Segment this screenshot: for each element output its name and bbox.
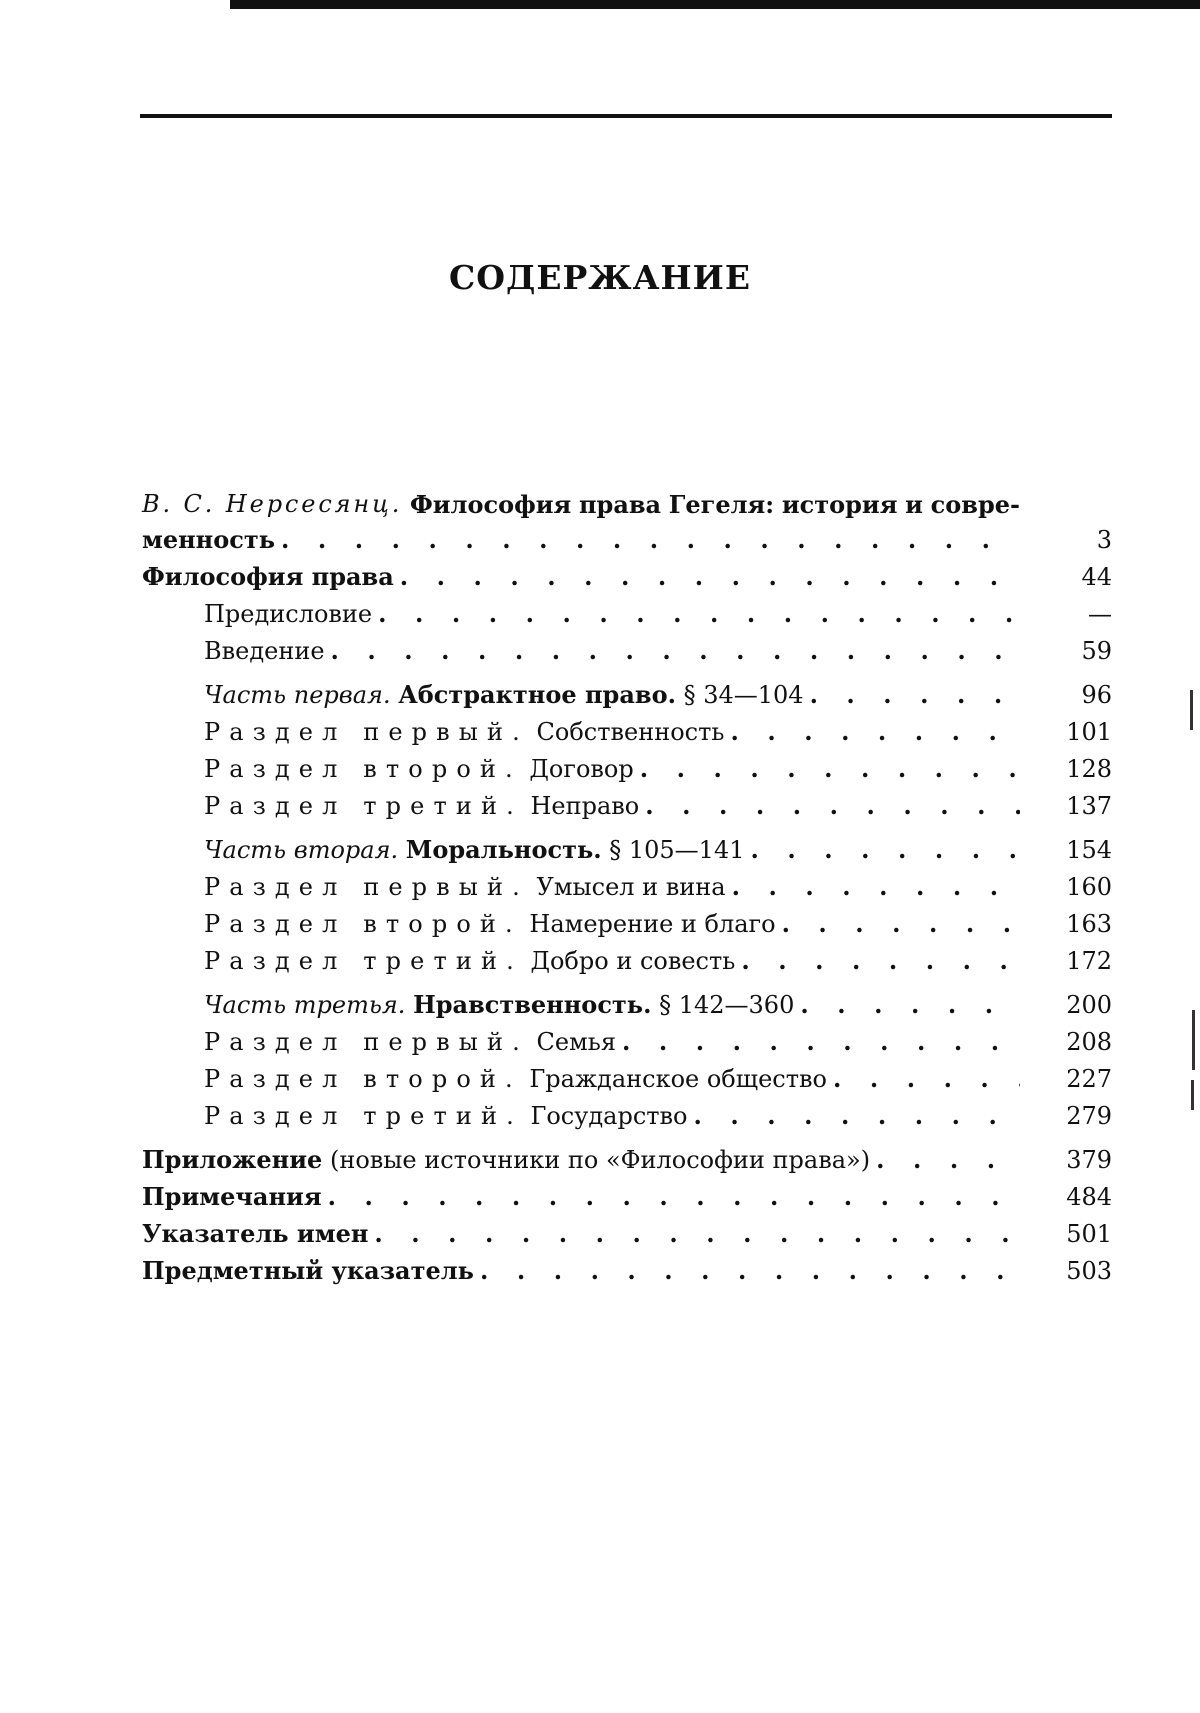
toc-entry-introduction[interactable] bbox=[142, 632, 1112, 669]
toc-page-number: 200 bbox=[1066, 991, 1112, 1019]
toc-page-number: 44 bbox=[1081, 563, 1112, 591]
toc-entry-part-1[interactable] bbox=[142, 676, 1112, 713]
toc-intro-author: В. С. Нерсесянц. bbox=[142, 490, 403, 518]
toc-page-number: 160 bbox=[1066, 873, 1112, 901]
leader-dots bbox=[400, 558, 1020, 596]
toc-label: Раздел первый. Семья bbox=[204, 1028, 616, 1056]
toc-label: Раздел второй. Гражданское общество bbox=[204, 1065, 827, 1093]
leader-dots bbox=[732, 868, 1020, 906]
toc-label: Раздел третий. Государство bbox=[204, 1102, 688, 1130]
toc-page-number: 208 bbox=[1066, 1028, 1112, 1056]
leader-dots bbox=[480, 1252, 1020, 1290]
toc-label: Философия права bbox=[142, 562, 394, 591]
toc-intro-word: и bbox=[905, 490, 923, 519]
leader-dots bbox=[741, 942, 1020, 980]
toc-label: Раздел третий. Неправо bbox=[204, 792, 640, 820]
toc-label: Предметный указатель bbox=[142, 1256, 474, 1285]
toc-label: Часть вторая. Моральность. § 105—141 bbox=[204, 835, 745, 864]
toc-label: Указатель имен bbox=[142, 1219, 369, 1248]
page-top-edge bbox=[230, 0, 1200, 9]
leader-dots bbox=[782, 905, 1020, 943]
toc-entry-appendix[interactable] bbox=[142, 1141, 1112, 1178]
toc-entry-philosophy-of-law[interactable] bbox=[142, 558, 1112, 595]
toc-entry-part-2-section-2[interactable] bbox=[142, 905, 1112, 942]
toc-entry-part-1-section-3[interactable] bbox=[142, 787, 1112, 824]
toc-page-number: 154 bbox=[1066, 836, 1112, 864]
toc-entry-part-1-section-1[interactable] bbox=[142, 713, 1112, 750]
toc-label: Раздел первый. Собственность bbox=[204, 718, 725, 746]
leader-dots bbox=[645, 787, 1020, 825]
toc-entry-part-3-section-2[interactable] bbox=[142, 1060, 1112, 1097]
toc-page-number: 501 bbox=[1066, 1220, 1112, 1248]
leader-dots bbox=[750, 831, 1020, 869]
toc-entry-part-1-section-2[interactable] bbox=[142, 750, 1112, 787]
toc-label: менность bbox=[142, 525, 276, 554]
toc-intro-word: Философия bbox=[409, 490, 572, 519]
toc-entry-part-3[interactable] bbox=[142, 986, 1112, 1023]
toc-label: Введение bbox=[204, 637, 325, 665]
scan-speck bbox=[1190, 690, 1193, 730]
toc-entry-preface[interactable] bbox=[142, 595, 1112, 632]
toc-page-number: 163 bbox=[1066, 910, 1112, 938]
leader-dots bbox=[876, 1141, 1020, 1179]
leader-dots bbox=[694, 1097, 1021, 1135]
toc-page-number: 484 bbox=[1066, 1183, 1112, 1211]
toc-label: Раздел первый. Умысел и вина bbox=[204, 873, 726, 901]
toc-entry-notes[interactable] bbox=[142, 1178, 1112, 1215]
toc-page-number: 172 bbox=[1066, 947, 1112, 975]
toc-entry-part-2[interactable] bbox=[142, 831, 1112, 868]
scan-speck bbox=[1191, 1080, 1194, 1110]
toc-entry-intro[interactable] bbox=[142, 488, 1112, 521]
scan-speck bbox=[1192, 1010, 1195, 1070]
header-rule bbox=[140, 114, 1112, 118]
leader-dots bbox=[800, 986, 1020, 1024]
toc-intro-word: Гегеля: bbox=[668, 490, 775, 519]
leader-dots bbox=[281, 521, 1020, 559]
leader-dots bbox=[833, 1060, 1020, 1098]
toc-page-number: 59 bbox=[1081, 637, 1112, 665]
toc-page-number: 503 bbox=[1066, 1257, 1112, 1285]
toc-label: Предисловие bbox=[204, 600, 373, 628]
table-of-contents bbox=[142, 488, 1112, 1289]
toc-page-number: 128 bbox=[1066, 755, 1112, 783]
toc-entry-part-2-section-3[interactable] bbox=[142, 942, 1112, 979]
toc-intro-word: права bbox=[578, 490, 662, 519]
toc-label: Часть первая. Абстрактное право. § 34—104 bbox=[204, 680, 804, 709]
toc-page-number: 227 bbox=[1066, 1065, 1112, 1093]
toc-page-number: 96 bbox=[1081, 681, 1112, 709]
toc-page-number: 279 bbox=[1066, 1102, 1112, 1130]
toc-entry-intro-continuation[interactable] bbox=[142, 521, 1112, 558]
leader-dots bbox=[378, 595, 1020, 633]
toc-page-number: 3 bbox=[1096, 526, 1112, 554]
leader-dots bbox=[622, 1023, 1020, 1061]
leader-dots bbox=[640, 750, 1020, 788]
leader-dots bbox=[810, 676, 1020, 714]
toc-label: Приложение (новые источники по «Философии права») bbox=[142, 1145, 871, 1174]
toc-label: Примечания bbox=[142, 1182, 322, 1211]
leader-dots bbox=[374, 1215, 1020, 1253]
toc-intro-word: совре- bbox=[930, 490, 1020, 519]
toc-entry-part-2-section-1[interactable] bbox=[142, 868, 1112, 905]
toc-entry-part-3-section-1[interactable] bbox=[142, 1023, 1112, 1060]
page-title: СОДЕРЖАНИЕ bbox=[448, 258, 751, 297]
leader-dots bbox=[328, 1178, 1020, 1216]
leader-dots bbox=[730, 713, 1020, 751]
toc-page-number: 379 bbox=[1066, 1146, 1112, 1174]
toc-label: Раздел третий. Добро и совесть bbox=[204, 947, 736, 975]
toc-label: Раздел второй. Намерение и благо bbox=[204, 910, 776, 938]
leader-dots bbox=[331, 632, 1020, 670]
toc-page-number: — bbox=[1088, 600, 1112, 628]
toc-entry-subject-index[interactable] bbox=[142, 1252, 1112, 1289]
toc-page-number: 101 bbox=[1066, 718, 1112, 746]
toc-entry-name-index[interactable] bbox=[142, 1215, 1112, 1252]
toc-label: Раздел второй. Договор bbox=[204, 755, 634, 783]
toc-intro-word: история bbox=[781, 490, 898, 519]
toc-intro-first-line bbox=[142, 488, 1020, 521]
toc-entry-part-3-section-3[interactable] bbox=[142, 1097, 1112, 1134]
toc-label: Часть третья. Нравственность. § 142—360 bbox=[204, 990, 795, 1019]
toc-page-number: 137 bbox=[1066, 792, 1112, 820]
